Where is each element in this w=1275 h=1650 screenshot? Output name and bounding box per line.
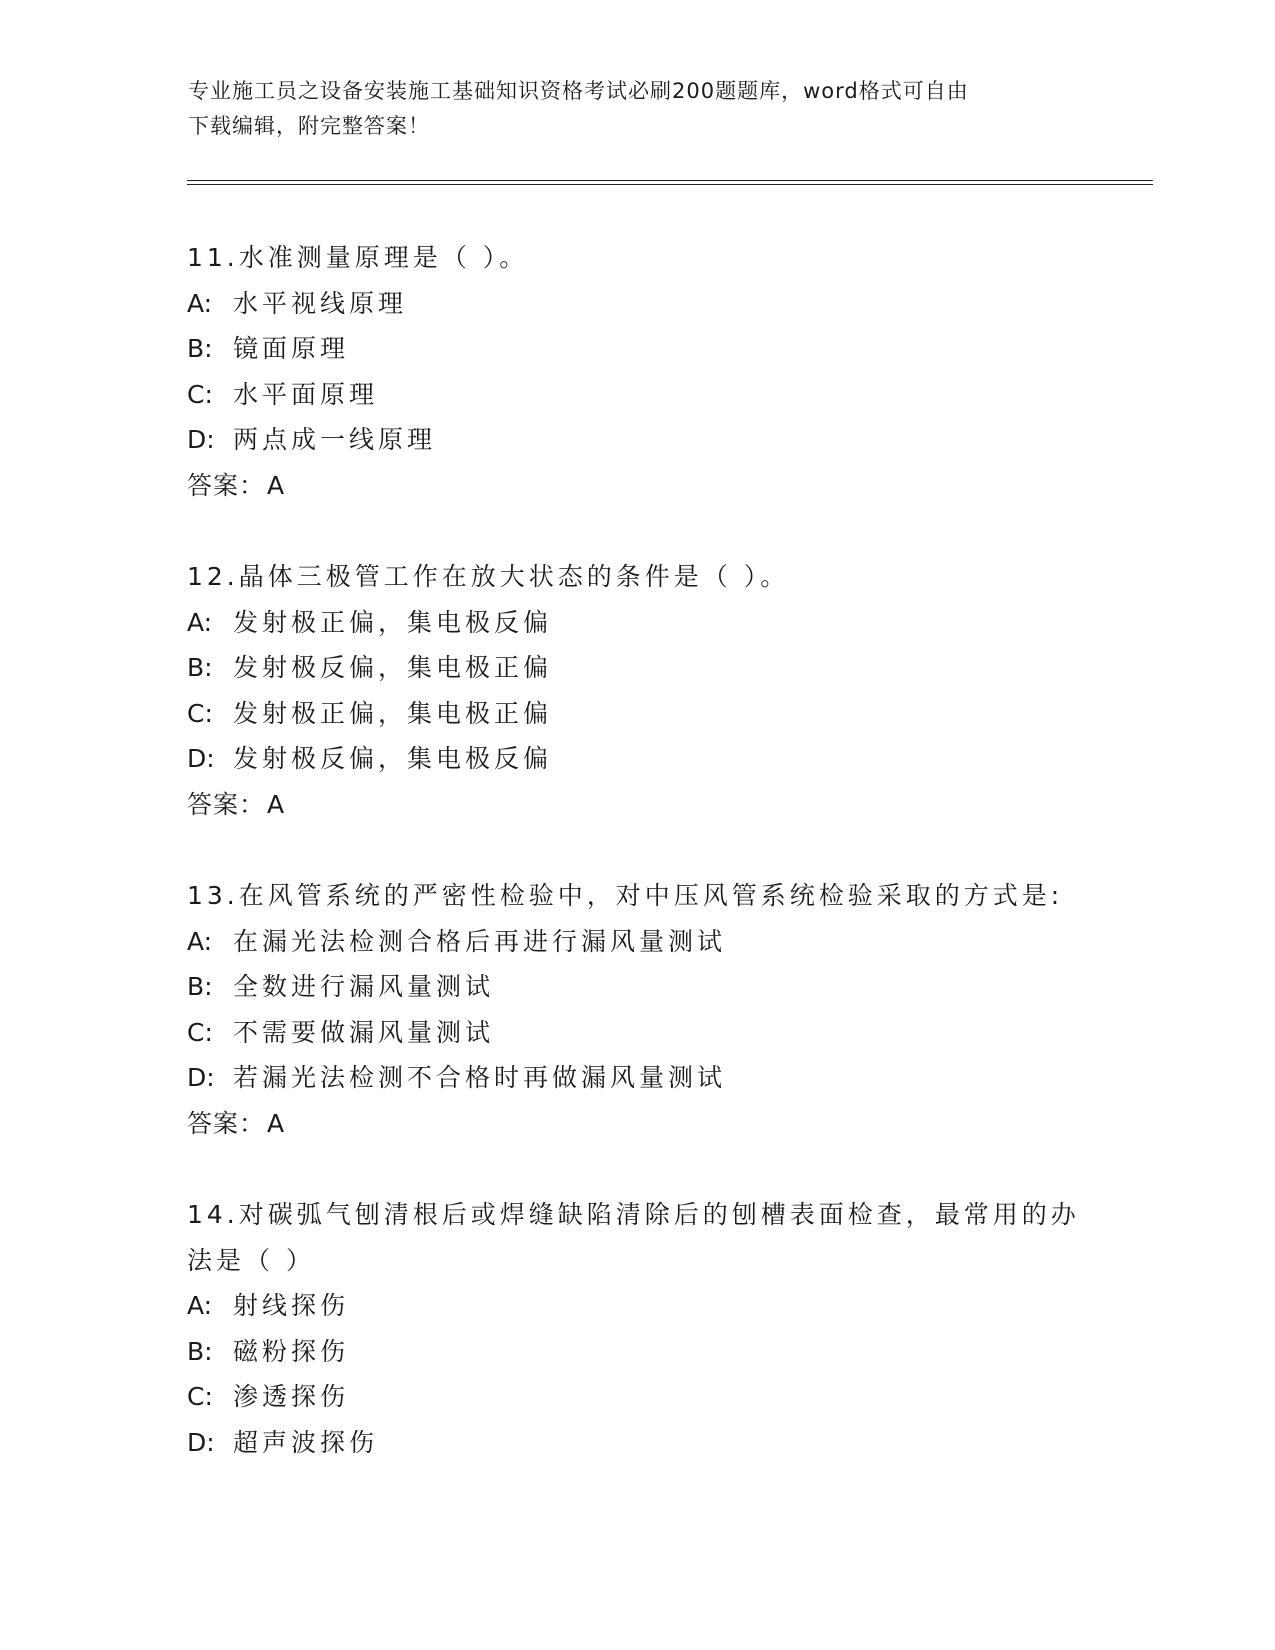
option-text: 发射极正偏，集电极反偏 — [233, 607, 553, 637]
option-c — [187, 372, 1087, 418]
option-key: D: — [187, 425, 215, 454]
document-title-line-2: 下载编辑，附完整答案！ — [188, 114, 430, 138]
header-divider-top — [187, 180, 1153, 181]
question-title: 12.晶体三极管工作在放大状态的条件是（ ）。 — [187, 562, 790, 591]
option-key: D: — [187, 744, 215, 773]
option-key: B: — [187, 334, 213, 363]
answer-label: 答案： — [187, 789, 266, 819]
option-key: C: — [187, 379, 213, 409]
option-b — [187, 326, 1087, 372]
option-text: 不需要做漏风量测试 — [233, 1017, 495, 1047]
question-title: 11.水准测量原理是（ ）。 — [187, 243, 529, 272]
option-d — [187, 1055, 1087, 1101]
answer-line — [187, 1101, 1087, 1147]
option-b — [187, 1329, 1087, 1375]
option-key: C: — [187, 698, 213, 728]
option-key: A: — [187, 607, 213, 637]
answer-value: A — [267, 789, 286, 819]
question-11 — [187, 235, 1087, 508]
option-a — [187, 600, 1087, 646]
option-key: B: — [187, 653, 213, 682]
document-header — [188, 74, 1088, 144]
option-key: C: — [187, 1017, 213, 1047]
option-b — [187, 645, 1087, 691]
answer-line — [187, 463, 1087, 509]
option-text: 发射极正偏，集电极正偏 — [233, 698, 553, 728]
option-text: 镜面原理 — [233, 334, 350, 363]
option-key: D: — [187, 1063, 215, 1092]
answer-label: 答案： — [187, 1108, 266, 1138]
option-c — [187, 691, 1087, 737]
answer-value: A — [267, 1108, 286, 1138]
question-12 — [187, 554, 1087, 827]
option-text: 发射极反偏，集电极正偏 — [233, 653, 553, 682]
question-title-line-1: 14.对碳弧气刨清根后或焊缝缺陷清除后的刨槽表面检查，最常用的办 — [187, 1200, 1080, 1229]
option-text: 全数进行漏风量测试 — [233, 972, 495, 1001]
option-key: A: — [187, 288, 213, 318]
option-text: 两点成一线原理 — [233, 425, 437, 454]
option-c — [187, 1374, 1087, 1420]
option-d — [187, 736, 1087, 782]
option-key: C: — [187, 1382, 213, 1411]
option-key: A: — [187, 1291, 213, 1320]
question-title: 13.在风管系统的严密性检验中，对中压风管系统检验采取的方式是: — [187, 881, 1064, 910]
header-divider-bottom — [187, 184, 1153, 185]
option-key: B: — [187, 1336, 213, 1366]
option-text: 磁粉探伤 — [233, 1336, 350, 1366]
option-text: 渗透探伤 — [233, 1382, 350, 1411]
document-title-line-1: 专业施工员之设备安装施工基础知识资格考试必刷200题题库，word格式可自由 — [188, 79, 969, 103]
option-a — [187, 1283, 1087, 1329]
question-13 — [187, 873, 1087, 1146]
option-text: 在漏光法检测合格后再进行漏风量测试 — [233, 926, 727, 956]
answer-line — [187, 782, 1087, 828]
option-key: B: — [187, 972, 213, 1001]
option-key: A: — [187, 926, 213, 956]
answer-label: 答案： — [187, 470, 266, 500]
option-text: 水平视线原理 — [233, 288, 408, 318]
option-text: 超声波探伤 — [233, 1427, 379, 1457]
option-b — [187, 964, 1087, 1010]
option-d — [187, 417, 1087, 463]
option-c — [187, 1010, 1087, 1056]
option-text: 发射极反偏，集电极反偏 — [233, 744, 553, 773]
option-a — [187, 281, 1087, 327]
option-text: 若漏光法检测不合格时再做漏风量测试 — [233, 1063, 727, 1092]
option-a — [187, 919, 1087, 965]
answer-value: A — [267, 470, 286, 500]
option-key: D: — [187, 1427, 215, 1457]
question-14 — [187, 1192, 1087, 1465]
option-text: 射线探伤 — [233, 1291, 350, 1320]
option-d — [187, 1420, 1087, 1466]
question-title-line-2: 法是（ ） — [187, 1245, 315, 1275]
option-text: 水平面原理 — [233, 379, 379, 409]
